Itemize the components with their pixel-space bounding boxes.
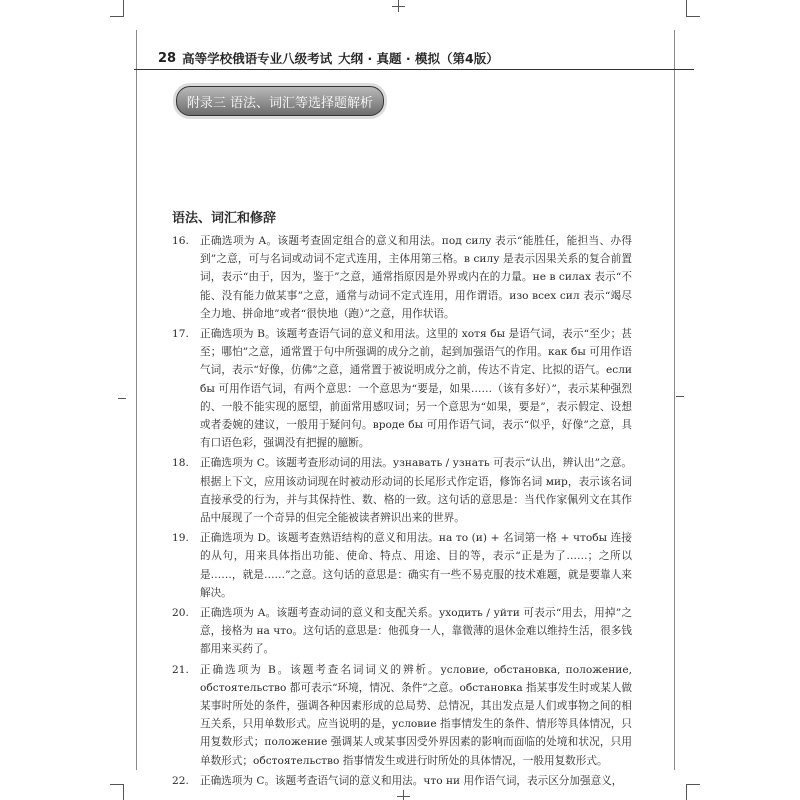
answer-entry xyxy=(172,661,632,770)
crop-mark xyxy=(118,398,126,399)
entry-number: 18. xyxy=(172,457,189,470)
appendix-banner xyxy=(176,86,384,116)
answer-list xyxy=(172,232,632,792)
crop-mark xyxy=(686,784,687,800)
entry-number: 17. xyxy=(172,328,189,341)
crop-mark xyxy=(397,796,410,797)
entry-number: 20. xyxy=(172,607,189,620)
appendix-title: 附录三 语法、词汇等选择题解析 xyxy=(186,96,374,111)
crop-mark xyxy=(686,0,687,16)
entry-text: 正确选项为 B。该题考查名词词义的辨析。условие, обстановка, положение, обстоятельство 都可表示“环境，情况、条件”之意。обстановка 指某事发生时或某人做某事时所处的条件，强调各种因素形成的总局势、总情况，其出发点是人们或事物之间的相互关系，只用单数形式。应当说明的是，условие 指事情发生的条件、情形等具体情况，只用复数形式；положение 强调某人或某事因受外界因素的影响而面临的处境和状况，只用单数形式；обстоятельство 指事情发生或进行时所处的具体情况，一般用复数形式。 xyxy=(200,663,632,767)
crop-mark xyxy=(392,6,405,7)
answer-entry xyxy=(172,325,632,452)
answer-entry xyxy=(172,454,632,527)
entry-text: 正确选项为 A。该题考查动词的意义和支配关系。уходить / уйти 可表示“用去，用掉”之意，接格为 на что。这句话的意思是：他孤身一人，靠微薄的退休金难以维持生活，很多钱都用来买药了。 xyxy=(200,607,632,656)
entry-number: 21. xyxy=(172,663,189,676)
entry-number: 22. xyxy=(172,774,189,787)
entry-text: 正确选项为 D。该题考查熟语结构的意义和用法。на то (и) + 名词第一格 + чтобы 连接的从句，用来具体指出功能、使命、特点、用途、目的等，表示“正是为了……；之所以是……，就是……”之意。这句话的意思是：确实有一些不易克服的技术难题，就是要靠人来解决。 xyxy=(200,532,632,599)
crop-mark xyxy=(110,784,124,785)
page-number: 28 xyxy=(158,50,177,66)
crop-mark xyxy=(686,784,700,785)
running-header xyxy=(134,47,694,70)
entry-number: 19. xyxy=(172,532,189,545)
trim-line xyxy=(136,30,137,770)
crop-mark xyxy=(686,16,700,17)
answer-entry xyxy=(172,232,632,323)
section-heading: 语法、词汇和修辞 xyxy=(172,211,277,226)
entry-text: 正确选项为 C。该题考查形动词的用法。узнавать / узнать 可表示“认出，辨认出”之意。根据上下文，应用该动词现在时被动形动词的长尾形式作定语，修饰名词 мир，表示该名词直接承受的行为，并与其保持性、数、格的一致。这句话的意思是：当代作家佩列文在其作品中展现了一个奇异的但完全能被读者辨识出来的世界。 xyxy=(200,457,632,525)
answer-entry xyxy=(172,772,632,790)
entry-text: 正确选项为 B。该题考查语气词的意义和用法。这里的 хотя бы 是语气词，表示“至少；甚至；哪怕”之意，通常置于句中所强调的成分之前，起到加强语气的作用。как бы 可用作语气词，表示“好像，仿佛”之意，通常置于被说明成分之前，传达不肯定、比拟的语气。если бы 可用作语气词，有两个意思：一个意思为“要是，如果……（该有多好）”，表示某种强烈的、一般不能实现的愿望，前面常用感叹词；另一个意思为“如果，要是”，表示假定、设想或者委婉的建议，一般用于疑问句。вроде бы 可用作语气词，表示“似乎，好像”之意，具有口语色彩，强调没有把握的臆断。 xyxy=(200,328,632,450)
answer-entry xyxy=(172,604,632,659)
book-subtitle: 大纲 · 真题 · 模拟（第4版） xyxy=(338,51,499,66)
crop-mark xyxy=(676,396,684,397)
answer-entry xyxy=(172,529,632,602)
trim-line xyxy=(674,30,675,770)
entry-text: 正确选项为 C。该题考查语气词的意义和用法。что ни 用作语气词，表示区分加强意义， xyxy=(200,774,623,787)
entry-number: 16. xyxy=(172,235,189,247)
crop-mark xyxy=(123,0,124,16)
book-title: 高等学校俄语专业八级考试 xyxy=(182,51,333,66)
crop-mark xyxy=(110,16,124,17)
entry-text: 正确选项为 A。该题考查固定组合的意义和用法。под силу 表示“能胜任，能担当、办得到”之意，可与名词或动词不定式连用，主体用第三格。в силу 是表示因果关系的复合前置词，表示“由于，因为，鉴于”之意，通常指原因是外界或内在的力量。не в силах 表示“不能、没有能力做某事”之意，通常与动词不定式连用，用作谓语。изо всех сил 表示“竭尽全力地、拼命地”或者“很快地（跑）”之意，用作状语。 xyxy=(200,235,632,320)
crop-mark xyxy=(123,784,124,800)
